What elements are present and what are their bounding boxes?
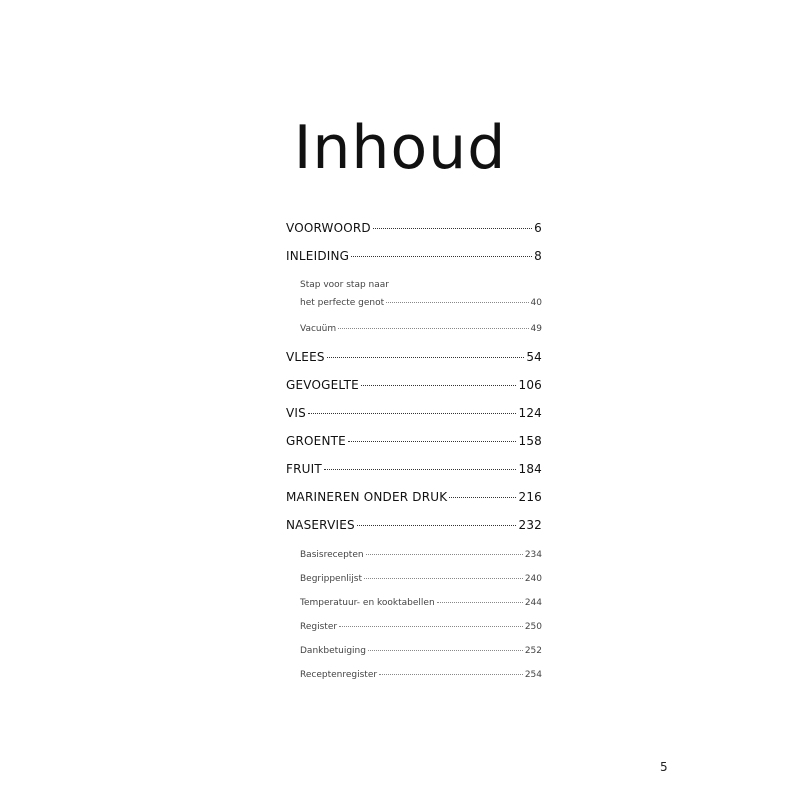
dot-leader	[324, 469, 517, 470]
toc-subentry-label: Begrippenlijst	[300, 574, 363, 584]
dot-leader	[379, 674, 523, 675]
toc-subentry-receptenregister[interactable]	[300, 665, 542, 689]
toc-entry-vlees[interactable]	[286, 345, 542, 373]
dot-leader	[364, 578, 523, 579]
dot-leader	[373, 228, 532, 229]
toc-entry-naservies[interactable]	[286, 513, 542, 541]
toc-subentry-temperatuur[interactable]	[300, 593, 542, 617]
toc-subentry-label: Register	[300, 622, 338, 632]
toc-entry-label: VLEES	[286, 350, 325, 364]
page-title: Inhoud	[293, 113, 507, 183]
toc-subentry-label: Basisrecepten	[300, 550, 364, 560]
toc-subentry-page: 254	[524, 670, 542, 680]
toc-subentry-label: Vacuüm	[300, 324, 337, 334]
dot-leader	[338, 328, 528, 329]
toc-entry-page: 184	[518, 462, 542, 476]
dot-leader	[308, 413, 517, 414]
toc-subsection-inleiding	[300, 272, 542, 345]
toc-entry-groente[interactable]	[286, 429, 542, 457]
toc-entry-inleiding[interactable]	[286, 244, 542, 272]
toc-subentry-page: 244	[524, 598, 542, 608]
toc-subentry-page: 252	[524, 646, 542, 656]
dot-leader	[449, 497, 516, 498]
toc-subentry-label: het perfecte genot	[300, 298, 385, 308]
toc-entry-gevogelte[interactable]	[286, 373, 542, 401]
dot-leader	[366, 554, 523, 555]
toc-subentry-page: 40	[530, 298, 542, 308]
toc-entry-label: VIS	[286, 406, 306, 420]
toc-entry-label: GROENTE	[286, 434, 346, 448]
toc-entry-label: NASERVIES	[286, 518, 355, 532]
toc-entry-label: MARINEREN ONDER DRUK	[286, 490, 448, 504]
toc-subentry-basisrecepten[interactable]	[300, 545, 542, 569]
toc-entry-page: 216	[518, 490, 542, 504]
toc-subentry-vacuum[interactable]	[300, 319, 542, 339]
toc-subentry-label: Dankbetuiging	[300, 646, 366, 656]
toc-entry-page: 124	[518, 406, 542, 420]
toc-subentry-register[interactable]	[300, 617, 542, 641]
toc-entry-label: FRUIT	[286, 462, 322, 476]
toc-entry-page: 106	[518, 378, 542, 392]
toc-subentry-label: Temperatuur- en kooktabellen	[300, 598, 435, 608]
toc-subentry-stap-line1[interactable]: Stap voor stap naar	[300, 280, 389, 290]
dot-leader	[437, 602, 523, 603]
toc-entry-page: 54	[526, 350, 542, 364]
toc-subentry-page: 240	[524, 574, 542, 584]
toc-subentry-page: 234	[524, 550, 542, 560]
toc-entry-label: GEVOGELTE	[286, 378, 359, 392]
dot-leader	[386, 302, 528, 303]
toc-entry-page: 232	[518, 518, 542, 532]
dot-leader	[361, 385, 517, 386]
toc-subentry-page: 49	[530, 324, 542, 334]
toc-subentry-page: 250	[524, 622, 542, 632]
toc-subentry-label: Receptenregister	[300, 670, 378, 680]
toc-entry-page: 8	[534, 249, 542, 263]
table-of-contents	[286, 216, 542, 689]
toc-entry-fruit[interactable]	[286, 457, 542, 485]
dot-leader	[339, 626, 523, 627]
toc-subentry-dankbetuiging[interactable]	[300, 641, 542, 665]
toc-entry-marineren[interactable]	[286, 485, 542, 513]
dot-leader	[327, 357, 525, 358]
toc-subentry-begrippenlijst[interactable]	[300, 569, 542, 593]
toc-entry-page: 158	[518, 434, 542, 448]
toc-entry-label: INLEIDING	[286, 249, 350, 263]
toc-entry-page: 6	[534, 221, 542, 235]
toc-entry-vis[interactable]	[286, 401, 542, 429]
dot-leader	[351, 256, 532, 257]
toc-subentry-stap[interactable]	[300, 293, 542, 313]
page-number: 5	[660, 760, 668, 774]
toc-entry-voorwoord[interactable]	[286, 216, 542, 244]
dot-leader	[357, 525, 517, 526]
dot-leader	[368, 650, 523, 651]
toc-entry-label: VOORWOORD	[286, 221, 371, 235]
dot-leader	[348, 441, 517, 442]
